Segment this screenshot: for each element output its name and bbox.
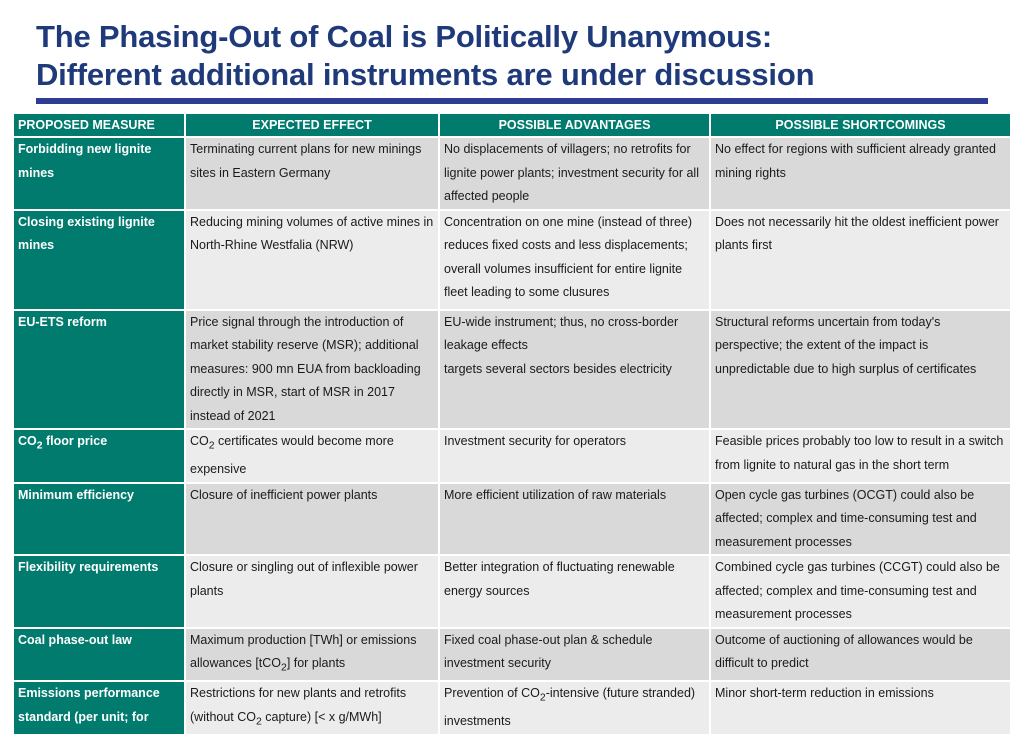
advantages-text: -intensive (future stranded) investments: [444, 686, 696, 728]
measure-cell: Emissions performance standard (per unit; for: [13, 681, 185, 735]
effect-text: certificates would become more expensive: [190, 434, 394, 476]
advantages-text: Prevention of CO: [444, 686, 540, 700]
measure-cell: EU-ETS reform: [13, 310, 185, 430]
effect-text: CO: [190, 434, 209, 448]
table-row: [13, 310, 1011, 430]
advantages-cell: No displacements of villagers; no retrofits for lignite power plants; investment security for all affected people: [439, 137, 710, 210]
measure-cell: Minimum efficiency: [13, 483, 185, 556]
header-possible-shortcomings: POSSIBLE SHORTCOMINGS: [710, 113, 1011, 137]
shortcomings-cell: Open cycle gas turbines (OCGT) could also be affected; complex and time-consuming test and measurement processes: [710, 483, 1011, 556]
advantages-cell: More efficient utilization of raw materials: [439, 483, 710, 556]
shortcomings-cell: Combined cycle gas turbines (CCGT) could also be affected; complex and time-consuming test and measurement processes: [710, 555, 1011, 628]
measure-text: CO: [18, 434, 37, 448]
shortcomings-cell: Does not necessarily hit the oldest inefficient power plants first: [710, 210, 1011, 310]
shortcomings-cell: No effect for regions with sufficient already granted mining rights: [710, 137, 1011, 210]
table-row: [13, 681, 1011, 735]
shortcomings-cell: Outcome of auctioning of allowances would be difficult to predict: [710, 628, 1011, 682]
shortcomings-cell: Minor short-term reduction in emissions: [710, 681, 1011, 735]
subscript: 2: [281, 662, 287, 674]
subscript: 2: [36, 440, 43, 452]
page-title: [36, 18, 814, 94]
effect-cell: [185, 628, 439, 682]
title-line-2: Different additional instruments are under discussion: [36, 57, 815, 92]
title-divider: [36, 98, 988, 104]
header-expected-effect: EXPECTED EFFECT: [185, 113, 439, 137]
shortcomings-cell: Feasible prices probably too low to result in a switch from lignite to natural gas in the short term: [710, 429, 1011, 483]
advantages-cell: Investment security for operators: [439, 429, 710, 483]
table-row: [13, 628, 1011, 682]
effect-cell: Closure or singling out of inflexible power plants: [185, 555, 439, 628]
measure-cell: Closing existing lignite mines: [13, 210, 185, 310]
effect-text: capture) [< x g/MWh]: [261, 709, 382, 724]
advantages-cell: [439, 681, 710, 735]
table-row: [13, 137, 1011, 210]
measure-text: floor price: [42, 434, 108, 448]
effect-cell: [185, 429, 439, 483]
effect-cell: Closure of inefficient power plants: [185, 483, 439, 556]
effect-cell: Terminating current plans for new minings sites in Eastern Germany: [185, 137, 439, 210]
advantages-cell: Fixed coal phase-out plan & schedule investment security: [439, 628, 710, 682]
title-line-1: The Phasing-Out of Coal is Politically Unanymous:: [36, 19, 773, 54]
advantages-cell: [439, 310, 710, 430]
effect-cell: Price signal through the introduction of market stability reserve (MSR); additional measures: 900 mn EUA from backloading directly in MSR, start of MSR in 2017 instead of 2021: [185, 310, 439, 430]
advantages-cell: Concentration on one mine (instead of three) reduces fixed costs and less displacements; overall volumes insufficient for entire lignite fleet leading to some clusures: [439, 210, 710, 310]
subscript: 2: [256, 716, 262, 727]
header-proposed-measure: PROPOSED MEASURE: [13, 113, 185, 137]
advantages-line-1: EU-wide instrument; thus, no cross-border leakage effects: [444, 314, 679, 352]
subscript: 2: [539, 692, 546, 704]
advantages-line-2: targets several sectors besides electricity: [444, 361, 672, 376]
effect-cell: Reducing mining volumes of active mines in North-Rhine Westfalia (NRW): [185, 210, 439, 310]
measure-cell: Flexibility requirements: [13, 555, 185, 628]
shortcomings-cell: Structural reforms uncertain from today's perspective; the extent of the impact is unpredictable due to high surplus of certificates: [710, 310, 1011, 430]
effect-text: ] for plants: [286, 656, 346, 670]
effect-cell: [185, 681, 439, 735]
effect-text: Maximum production [TWh] or emissions allowances [tCO: [190, 632, 417, 670]
subscript: 2: [208, 440, 215, 452]
advantages-cell: Better integration of fluctuating renewable energy sources: [439, 555, 710, 628]
table-row: [13, 483, 1011, 556]
header-possible-advantages: POSSIBLE ADVANTAGES: [439, 113, 710, 137]
measure-cell: [13, 429, 185, 483]
table-header-row: [13, 113, 1011, 137]
measures-table: [12, 112, 1012, 736]
measure-cell: Forbidding new lignite mines: [13, 137, 185, 210]
effect-text: Restrictions for new plants and retrofits (without CO: [190, 686, 407, 724]
table-row: [13, 210, 1011, 310]
measure-cell: Coal phase-out law: [13, 628, 185, 682]
table-row: [13, 555, 1011, 628]
table-row: [13, 429, 1011, 483]
